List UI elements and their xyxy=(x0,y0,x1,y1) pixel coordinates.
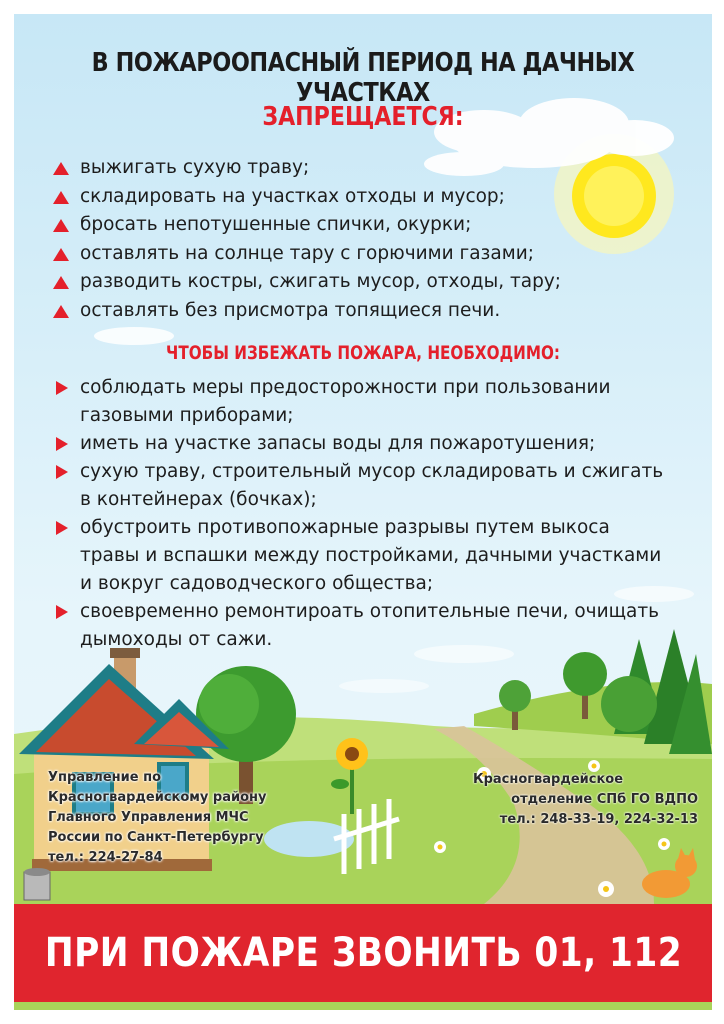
prohibited-heading: ЗАПРЕЩАЕТСЯ: xyxy=(262,102,464,132)
phone-number: тел.: 224-27-84 xyxy=(48,850,163,865)
emergency-banner xyxy=(14,904,712,1002)
cloud-icon xyxy=(339,679,429,693)
triangle-bullet-icon xyxy=(53,248,69,261)
triangle-bullet-icon xyxy=(53,191,69,204)
list-item: выжигать сухую траву; xyxy=(50,154,561,183)
arrow-bullet-icon xyxy=(56,381,68,395)
list-item: иметь на участке запасы воды для пожаротушения; xyxy=(50,430,670,458)
arrow-bullet-icon xyxy=(56,521,68,535)
list-item: сухую траву, строительный мусор складировать и сжигать в контейнерах (бочках); xyxy=(50,458,670,514)
list-item: оставлять на солнце тару с горючими газами; xyxy=(50,240,561,269)
list-item: оставлять без присмотра топящиеся печи. xyxy=(50,297,561,326)
vdpo-contact: Красногвардейское отделение СПб ГО ВДПО тел.: 248-33-19, 224-32-13 xyxy=(398,770,698,830)
triangle-bullet-icon xyxy=(53,162,69,175)
list-item: разводить костры, сжигать мусор, отходы, тару; xyxy=(50,268,561,297)
page-title: В ПОЖАРООПАСНЫЙ ПЕРИОД НА ДАЧНЫХ УЧАСТКАХ xyxy=(91,48,635,108)
list-item: бросать непотушенные спички, окурки; xyxy=(50,211,561,240)
arrow-bullet-icon xyxy=(56,465,68,479)
list-item: соблюдать меры предосторожности при пользовании газовыми приборами; xyxy=(50,374,670,430)
required-heading: ЧТОБЫ ИЗБЕЖАТЬ ПОЖАРА, НЕОБХОДИМО: xyxy=(166,342,560,364)
list-item: обустроить противопожарные разрывы путем выкоса травы и вспашки между постройками, дачными участками и вокруг садоводческого общества; xyxy=(50,514,670,598)
emergency-call-text: ПРИ ПОЖАРЕ ЗВОНИТЬ 01, 112 xyxy=(44,930,682,976)
phone-number: тел.: 248-33-19, 224-32-13 xyxy=(499,812,698,827)
prohibited-list xyxy=(50,154,561,325)
mchs-contact: Управление по Красногвардейскому району Главного Управления МЧС России по Санкт-Петербургу тел.: 224-27-84 xyxy=(48,768,338,868)
triangle-bullet-icon xyxy=(53,305,69,318)
bucket-icon xyxy=(24,868,50,900)
arrow-bullet-icon xyxy=(56,437,68,451)
arrow-bullet-icon xyxy=(56,605,68,619)
poster xyxy=(14,14,712,1010)
triangle-bullet-icon xyxy=(53,219,69,232)
triangle-bullet-icon xyxy=(53,276,69,289)
list-item: складировать на участках отходы и мусор; xyxy=(50,183,561,212)
required-list xyxy=(50,374,670,654)
list-item: своевременно ремонтироать отопительные печи, очищать дымоходы от сажи. xyxy=(50,598,670,654)
